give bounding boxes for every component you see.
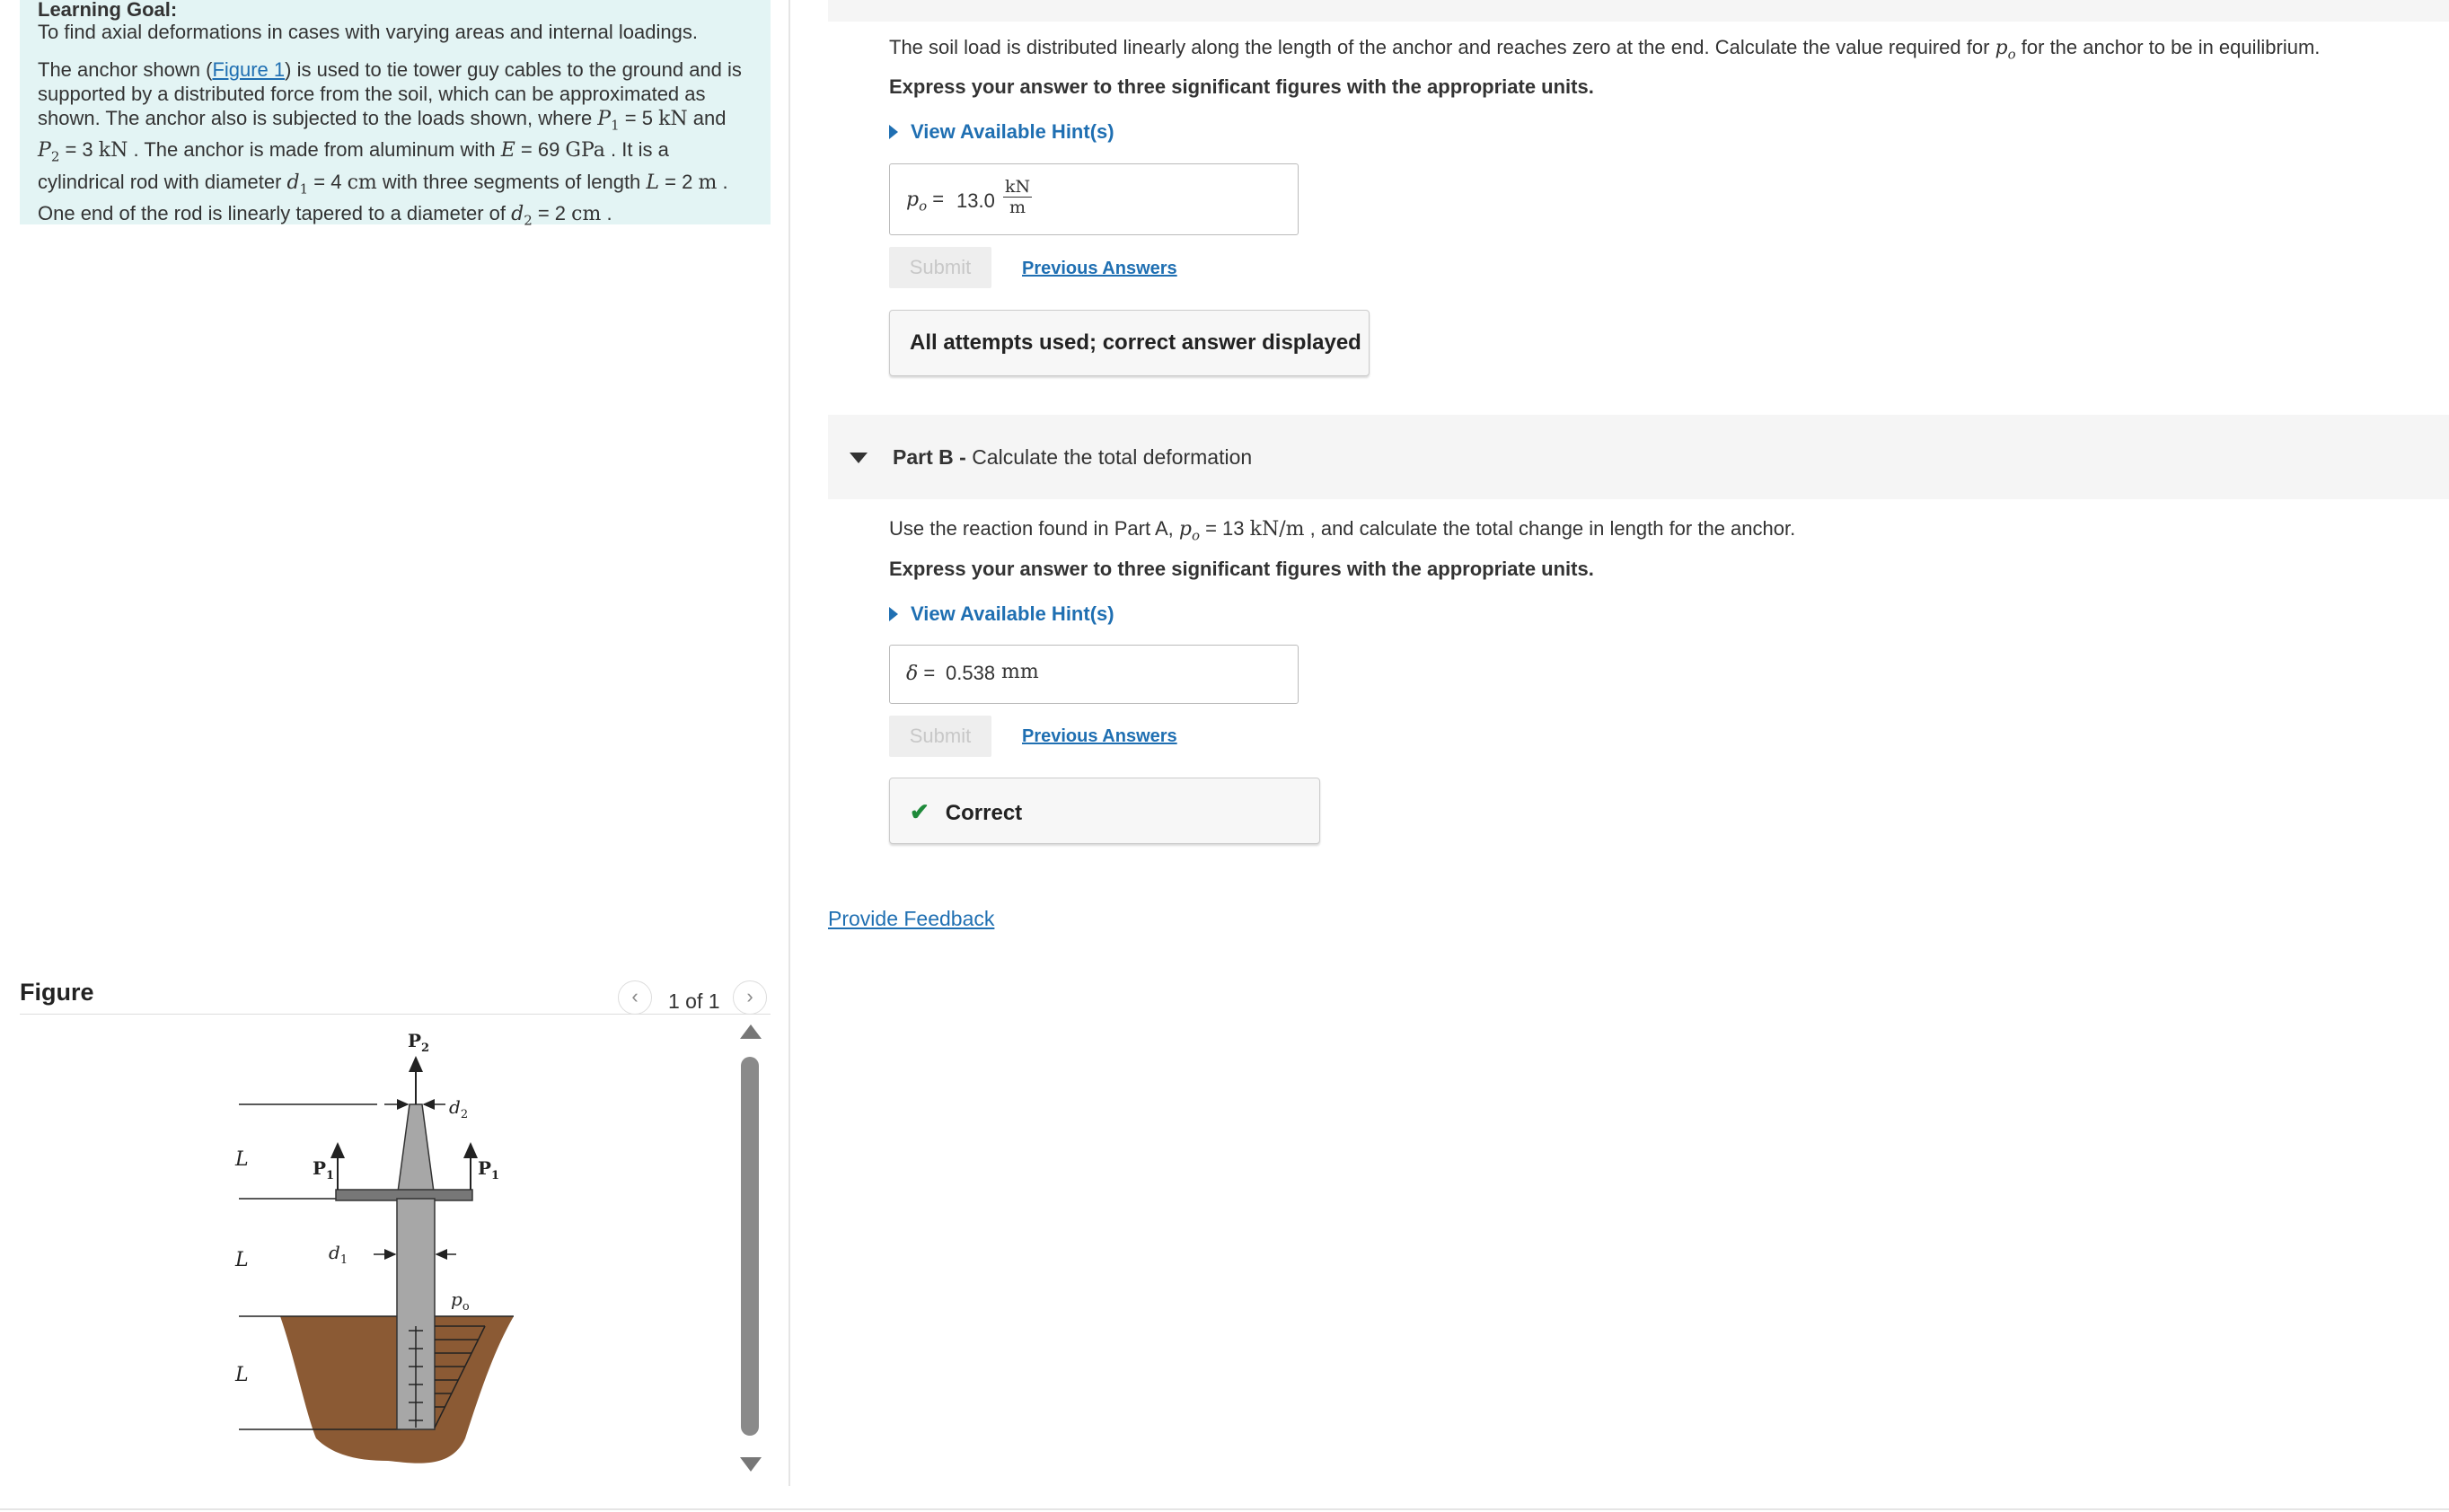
figure-image — [20, 1016, 771, 1492]
label-length-1: L — [235, 1148, 249, 1171]
problem-statement: The anchor shown (Figure 1) is used to tie tower guy cables to the ground and is supported by a distributed force from the soil, which can be approximated as shown. The anchor also is subjected to the loads shown, where $P_1 = 5$ kN and $P_2 = 3$ kN . The anchor is made from aluminum with E = 69 GPa . It is a cylindrical rod with diameter $d_1 = 4$ cm with three segments of length L = 2 m . One end of the rod is linearly tapered to a diameter of $d_2 = 2$ cm . — [38, 58, 742, 229]
label-d1: $d_1$ — [329, 1242, 348, 1267]
scroll-up-icon[interactable] — [740, 1024, 762, 1039]
caret-right-icon — [889, 125, 898, 139]
scroll-thumb[interactable] — [741, 1057, 759, 1436]
part-a-prompt: The soil load is distributed linearly along the length of the anchor and reaches zero at the end. Calculate the value required for $p_o$ for the anchor to be in equilibrium. — [889, 36, 2321, 63]
learning-goal-title: Learning Goal: — [38, 0, 178, 21]
part-b-previous-answers-link[interactable]: Previous Answers — [1022, 726, 1177, 746]
caret-down-icon[interactable] — [850, 453, 868, 463]
part-b-submit-button[interactable]: Submit — [889, 716, 991, 757]
column-divider — [788, 0, 790, 1486]
provide-feedback-link[interactable]: Provide Feedback — [828, 907, 995, 930]
label-p1-right: $P_1$ — [478, 1157, 500, 1182]
label-p2: $P_2$ — [408, 1030, 430, 1055]
part-b-answer-label: δ = — [906, 662, 936, 685]
figure-link[interactable]: Figure 1 — [212, 58, 286, 81]
part-a-status: All attempts used; correct answer displayed — [889, 310, 1370, 376]
figure-scrollbar[interactable] — [735, 1019, 762, 1477]
anchor-diagram — [20, 1016, 771, 1492]
figure-title: Figure — [20, 979, 94, 1006]
tapered-rod — [397, 1104, 435, 1199]
learning-goal-intro: To find axial deformations in cases with varying areas and internal loadings. — [38, 21, 698, 43]
label-length-2: L — [235, 1249, 249, 1271]
label-po: $p_o$ — [451, 1288, 470, 1314]
label-p1-left: $P_1$ — [313, 1157, 335, 1182]
part-a-header-band — [828, 0, 2449, 22]
part-b-status: ✔ Correct — [889, 778, 1320, 844]
part-a-previous-answers-link[interactable]: Previous Answers — [1022, 259, 1177, 278]
label-length-3: L — [235, 1364, 249, 1386]
part-b-header[interactable] — [828, 415, 2449, 499]
figure-next-button[interactable] — [733, 980, 767, 1015]
part-b-title: Part B - Calculate the total deformation — [893, 445, 1253, 469]
part-a-answer-box[interactable] — [889, 163, 1299, 235]
part-b-instruction: Express your answer to three significant figures with the appropriate units. — [889, 558, 1594, 580]
part-a-answer-value: 13.0 — [956, 189, 995, 212]
bottom-divider — [0, 1508, 2449, 1510]
chevron-right-icon: › — [746, 985, 753, 1007]
part-b-prompt: Use the reaction found in Part A, $p_o = 13$ kN/m , and calculate the total change in length for the anchor. — [889, 517, 1796, 544]
label-d2: $d_2$ — [449, 1096, 469, 1121]
caret-right-icon — [889, 607, 898, 621]
part-a-answer-label: $p_o$ = — [906, 188, 945, 215]
part-b-hint-toggle[interactable]: View Available Hint(s) — [889, 602, 1114, 626]
learning-goal-panel — [20, 0, 771, 229]
part-a-submit-button[interactable]: Submit — [889, 247, 991, 288]
part-b-answer-unit: mm — [1001, 661, 1039, 683]
figure-prev-button[interactable] — [618, 980, 652, 1015]
part-b-answer-value: 0.538 — [946, 662, 996, 684]
part-a-answer-unit: kN m — [1005, 177, 1031, 217]
figure-header — [20, 961, 771, 1015]
checkmark-icon: ✔ — [910, 798, 929, 825]
part-a-hint-toggle[interactable]: View Available Hint(s) — [889, 120, 1114, 144]
part-a-instruction: Express your answer to three significant figures with the appropriate units. — [889, 75, 1594, 98]
part-b-answer-box[interactable] — [889, 645, 1299, 704]
figure-pager: 1 of 1 — [668, 989, 720, 1013]
chevron-left-icon: ‹ — [631, 985, 639, 1007]
scroll-down-icon[interactable] — [740, 1457, 762, 1472]
